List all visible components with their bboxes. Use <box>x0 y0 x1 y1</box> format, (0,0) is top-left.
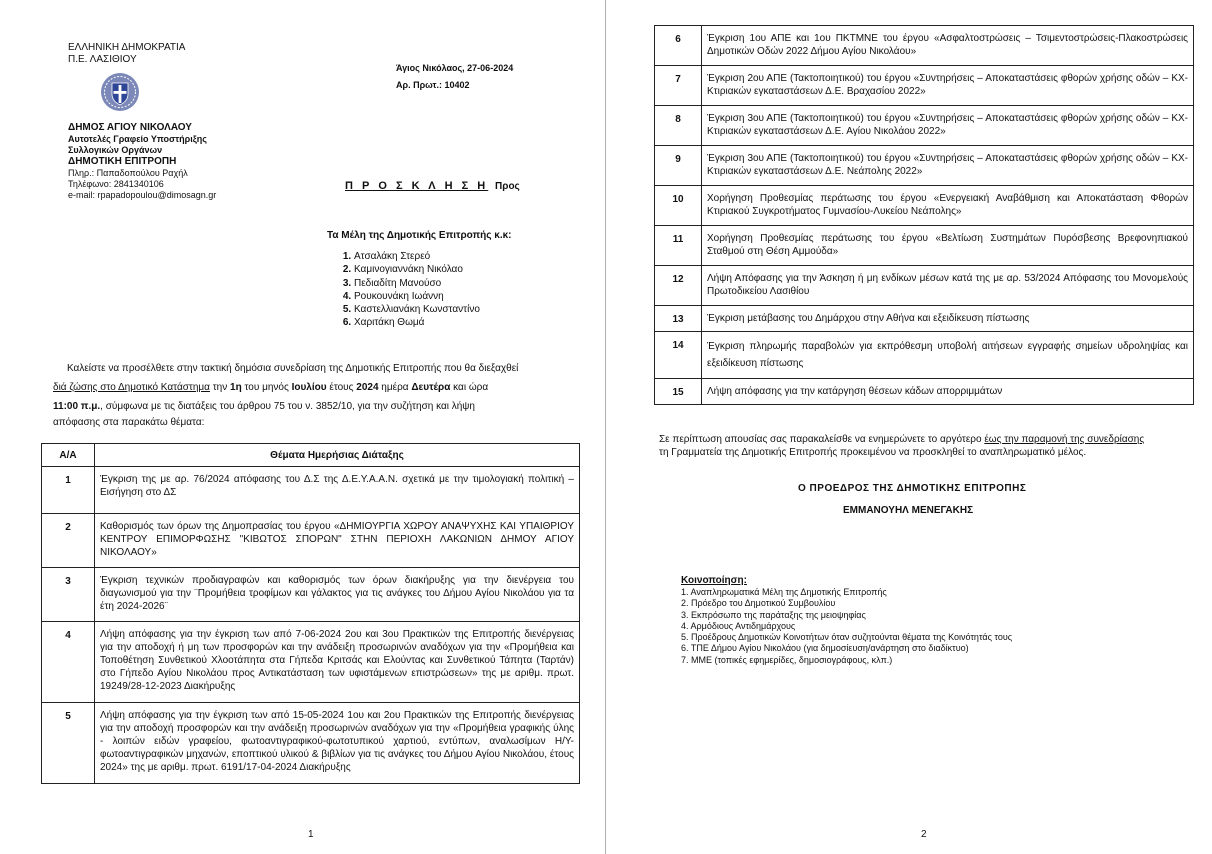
table-row <box>655 26 1194 66</box>
committee-label: ΔΗΜΟΤΙΚΗ ΕΠΙΤΡΟΠΗ <box>68 156 177 167</box>
item-number: 14 <box>655 332 702 379</box>
table-row <box>655 306 1194 332</box>
document-date: Άγιος Νικόλαος, 27-06-2024 <box>396 63 514 73</box>
table-row <box>655 379 1194 405</box>
intro-line-3: 11:00 π.μ., σύμφωνα με τις διατάξεις του άρθρου 75 του ν. 3852/10, για την συζήτηση και λήψη <box>53 401 475 412</box>
table-row <box>42 514 580 568</box>
member-item: 6. Χαριτάκη Θωμά <box>354 316 480 329</box>
item-text: Έγκριση 1ου ΑΠΕ και 1ου ΠΚΤΜΝΕ του έργου «Ασφαλτοστρώσεις – Τσιμεντοστρώσεις-Πλακοστρώσεις Δημοτικών Οδών 2022 Δήμου Αγίου Νικολάου» <box>702 26 1194 66</box>
email-label: e-mail: rpapadopoulou@dimosagn.gr <box>68 190 217 200</box>
president-name: ΕΜΜΑΝΟΥΗΛ ΜΕΝΕΓΑΚΗΣ <box>843 505 974 516</box>
item-text: Λήψη απόφασης για την έγκριση των από 7-06-2024 2ου και 3ου Πρακτικών της Επιτροπής διενέργειας για την αποδοχή ή μη των προσφορών και την ανάδειξη προσωρινών αναδόχων για την «Προμήθεια και Τοποθέτηση Συνθετικού Χλοοτάπητα στα Γήπεδα Κριτσάς και Ελούντας και Συνθετικού Τάπητα (Ταρτάν) στο Γήπεδο Αγίου Νικολάου προς Αντικατάσταση των υφιστάμενων επιστρώσεων» της με αριθμ. πρωτ. 19249/28-12-2023 Διακήρυξης <box>95 622 580 703</box>
item-number: 15 <box>655 379 702 405</box>
table-row <box>655 226 1194 266</box>
item-text: Λήψη απόφασης για την κατάργηση θέσεων κάδων απορριμμάτων <box>702 379 1194 405</box>
to-label: Προς <box>495 181 520 192</box>
office-line-1: Αυτοτελές Γραφείο Υποστήριξης <box>68 134 207 144</box>
item-number: 11 <box>655 226 702 266</box>
cc-item: 5. Προέδρους Δημοτικών Κοινοτήτων όταν συζητούνται θέματα της Κοινότητάς τους <box>681 632 1013 643</box>
item-number: 13 <box>655 306 702 332</box>
cc-list <box>681 587 1012 666</box>
member-item: 4. Ρουκουνάκη Ιωάννη <box>354 290 480 303</box>
table-row <box>42 568 580 622</box>
intro-line-4: απόφασης στα παρακάτω θέματα: <box>53 417 205 428</box>
item-number: 4 <box>42 622 95 703</box>
document-page-2 <box>606 0 1212 854</box>
table-row <box>655 66 1194 106</box>
item-number: 6 <box>655 26 702 66</box>
recipients-title: Τα Μέλη της Δημοτικής Επιτροπής κ.κ: <box>327 230 512 241</box>
item-text: Έγκριση 3ου ΑΠΕ (Τακτοποιητικού) του έργου «Συντηρήσεις – Αποκαταστάσεις φθορών χρήσης οδών – ΚΧ- Κτιριακών εγκαταστάσεων Δ.Ε. Αγίου Νικολάου 2022» <box>702 106 1194 146</box>
column-header-subject: Θέματα Ημερήσιας Διάταξης <box>95 444 580 467</box>
intro-line-2: διά ζώσης στο Δημοτικό Κατάστημα την 1η του μηνός Ιουλίου έτους 2024 ημέρα Δευτέρα και ώρα <box>53 382 489 393</box>
header-left-top <box>68 42 185 66</box>
member-item: 2. Καμινογιαννάκη Νικόλαο <box>354 263 480 276</box>
phone-label: Τηλέφωνο: 2841340106 <box>68 179 164 189</box>
item-number: 9 <box>655 146 702 186</box>
info-label: Πληρ.: Παπαδοπούλου Ραχήλ <box>68 168 188 178</box>
item-text: Καθορισμός των όρων της Δημοπρασίας του έργου «ΔΗΜΙΟΥΡΓΙΑ ΧΩΡΟΥ ΑΝΑΨΥΧΗΣ ΚΑΙ ΥΠΑΙΘΡΙΟΥ ΚΕΝΤΡΟΥ ΕΠΙΜΟΡΦΩΣΗΣ "ΚΙΒΩΤΟΣ ΣΠΟΡΩΝ" ΣΤΗΝ ΠΕΡΙΟΧΗ ΛΑΚΩΝΙΩΝ ΔΗΜΟΥ ΑΓΙΟΥ ΝΙΚΟΛΑΟΥ» <box>95 514 580 568</box>
agenda-table-1 <box>41 443 580 784</box>
absence-notice-line-1: Σε περίπτωση απουσίας σας παρακαλείσθε να ενημερώνετε το αργότερο έως την παραμονή της συνεδρίασης <box>659 434 1145 445</box>
item-text: Έγκριση 2ου ΑΠΕ (Τακτοποιητικού) του έργου «Συντηρήσεις – Αποκαταστάσεις φθορών χρήσης οδών – ΚΧ- Κτιριακών εγκαταστάσεων Δ.Ε. Βραχασίου 2022» <box>702 66 1194 106</box>
republic-label: ΕΛΛΗΝΙΚΗ ΔΗΜΟΚΡΑΤΙΑ <box>68 42 186 53</box>
item-text: Έγκριση πληρωμής παραβολών για εκπρόθεσμη υποβολή αιτήσεων εγγραφής σημείων υδροληψίας και εξειδίκευση πίστωσης <box>702 332 1194 379</box>
table-row <box>42 467 580 514</box>
header-left-bottom <box>68 122 216 201</box>
item-text: Χορήγηση Προθεσμίας περάτωσης του έργου «Ενεργειακή Αναβάθμιση και Αποκατάσταση Φθορών Κτιριακού Συγκροτήματος Γυμνασίου-Λυκείου Νεάπολης» <box>702 186 1194 226</box>
table-row <box>655 186 1194 226</box>
member-item: 3. Πεδιαδίτη Μανούσο <box>354 277 480 290</box>
item-text: Έγκριση της με αρ. 76/2024 απόφασης του Δ.Σ της Δ.Ε.Υ.Α.Α.Ν. σχετικά με την τιμολογιακή πολιτική – Εισήγηση στο ΔΣ <box>95 467 580 514</box>
cc-block <box>681 575 1012 666</box>
president-title: Ο ΠΡΟΕΔΡΟΣ ΤΗΣ ΔΗΜΟΤΙΚΗΣ ΕΠΙΤΡΟΠΗΣ <box>798 483 1027 494</box>
item-text: Έγκριση 3ου ΑΠΕ (Τακτοποιητικού) του έργου «Συντηρήσεις – Αποκαταστάσεις φθορών χρήσης οδών – ΚΧ- Κτιριακών εγκαταστάσεων Δ.Ε. Νεάπολης 2022» <box>702 146 1194 186</box>
agenda-table-2 <box>654 25 1194 405</box>
item-number: 5 <box>42 703 95 784</box>
table-row <box>42 703 580 784</box>
protocol-number: Αρ. Πρωτ.: 10402 <box>396 80 470 90</box>
item-text: Έγκριση τεχνικών προδιαγραφών και καθορισμός των όρων διακήρυξης για την διενέργεια του διαγωνισμού για την ¨Προμήθεια τροφίμων και γάλακτος για τις ανάγκες του Δήμου Αγίου Νικολάου για τα έτη 2024-2026¨ <box>95 568 580 622</box>
page-number: 1 <box>308 829 314 840</box>
page-number: 2 <box>921 829 927 840</box>
item-number: 12 <box>655 266 702 306</box>
column-header-num: Α/Α <box>42 444 95 467</box>
member-item: 1. Ατσαλάκη Στερεό <box>354 250 480 263</box>
item-text: Έγκριση μετάβασης του Δημάρχου στην Αθήνα και εξειδίκευση πίστωσης <box>702 306 1194 332</box>
cc-title: Κοινοποίηση: <box>681 575 747 586</box>
absence-notice-line-2: τη Γραμματεία της Δημοτικής Επιτροπής προκειμένου να προσκληθεί το αναπληρωματικό μέλος. <box>659 447 1087 458</box>
table-header-row <box>42 444 580 467</box>
greek-state-emblem-icon <box>100 72 140 112</box>
table-row <box>655 106 1194 146</box>
item-number: 8 <box>655 106 702 146</box>
absence-notice <box>659 433 1189 459</box>
cc-item: 6. ΤΠΕ Δήμου Αγίου Νικολάου (για δημοσίευση/ανάρτηση στο διαδίκτυο) <box>681 643 969 654</box>
item-text: Χορήγηση Προθεσμίας περάτωσης του έργου «Βελτίωση Συστημάτων Πυρόσβεσης Βρεφονηπιακού Σταθμού στη Θέση Αμμούδα» <box>702 226 1194 266</box>
table-row <box>655 146 1194 186</box>
item-text: Λήψη απόφασης για την έγκριση των από 15-05-2024 1ου και 2ου Πρακτικών της Επιτροπής διενέργειας για την αποδοχή προσφορών και την ανάδειξη προσωρινών αναδόχων για την «Προμήθεια γραφικής ύλης - λοιπών ειδών γραφείου, φωτοαντιγραφικού-φωτοτυπικού χαρτιού, εντύπων, αναλωσίμων Η/Υ- φωτοαντιγραφικών μηχανών, εποπτικού υλικού & βιβλίων για τις ανάγκες του Δήμου Αγίου Νικολάου, έτους 2024» της με αριθμ. πρωτ. 6191/17-04-2024 Διακήρυξης <box>95 703 580 784</box>
table-row <box>42 622 580 703</box>
member-item: 5. Καστελλιανάκη Κωνσταντίνο <box>354 303 480 316</box>
intro-line-1: Καλείστε να προσέλθετε στην τακτική δημόσια συνεδρίαση της Δημοτικής Επιτροπής που θα διεξαχθεί <box>67 363 519 374</box>
table-row <box>655 266 1194 306</box>
item-text: Λήψη Απόφασης για την Άσκηση ή μη ενδίκων μέσων κατά της με αρ. 53/2024 Απόφασης του Μονομελούς Πρωτοδικείου Λασιθίου <box>702 266 1194 306</box>
item-number: 3 <box>42 568 95 622</box>
table-row <box>655 332 1194 379</box>
cc-item: 7. ΜΜΕ (τοπικές εφημερίδες, δημοσιογράφους, κλπ.) <box>681 654 893 665</box>
item-number: 7 <box>655 66 702 106</box>
cc-item: 2. Πρόεδρο του Δημοτικού Συμβουλίου <box>681 598 836 609</box>
item-number: 10 <box>655 186 702 226</box>
item-number: 2 <box>42 514 95 568</box>
office-line-2: Συλλογικών Οργάνων <box>68 145 163 155</box>
cc-item: 3. Εκπρόσωπο της παράταξης της μειοψηφίας <box>681 609 866 620</box>
cc-item: 4. Αρμόδιους Αντιδημάρχους <box>681 620 796 631</box>
intro-paragraph <box>53 359 553 429</box>
members-list <box>336 250 480 330</box>
invitation-heading <box>345 180 520 192</box>
invitation-title: Π Ρ Ο Σ Κ Λ Η Σ Η <box>345 180 489 192</box>
header-right <box>396 60 513 94</box>
item-number: 1 <box>42 467 95 514</box>
region-label: Π.Ε. ΛΑΣΙΘΙΟΥ <box>68 54 137 65</box>
municipality-label: ΔΗΜΟΣ ΑΓΙΟΥ ΝΙΚΟΛΑΟΥ <box>68 122 192 133</box>
cc-item: 1. Αναπληρωματικά Μέλη της Δημοτικής Επιτροπής <box>681 587 887 597</box>
